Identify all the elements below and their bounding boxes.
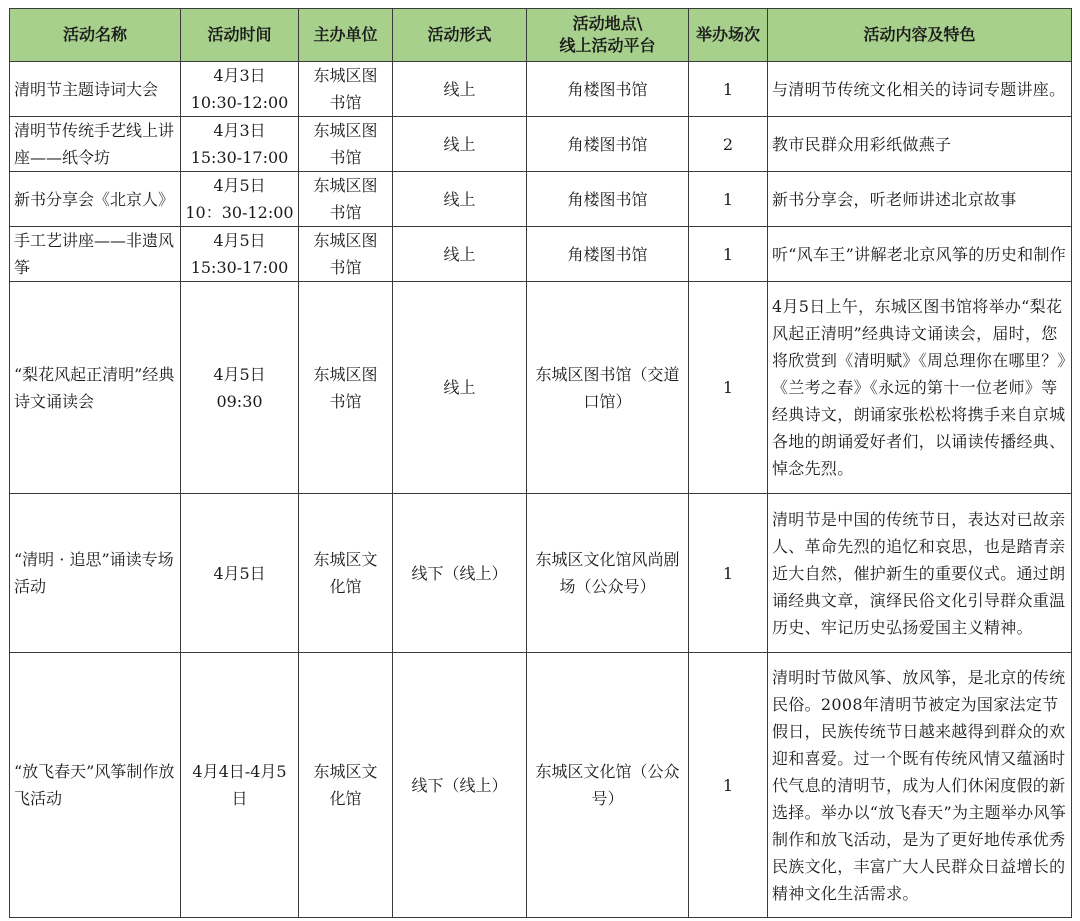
cell-content: 清明时节做风筝、放风筝，是北京的传统民俗。2008年清明节被定为国家法定节假日，民族传统节日越来越得到群众的欢迎和喜爱。过一个既有传统风情又蕴涵时代气息的清明节，成为人们休闲度假的新选择。举办以“放飞春天”为主题举办风筝制作和放飞活动，是为了更好地传承优秀民族文化，丰富广大人民群众日益增长的精神文化生活需求。	[768, 653, 1072, 918]
cell-name: 清明节传统手艺线上讲座——纸令坊	[10, 117, 181, 172]
cell-sessions: 1	[689, 494, 768, 653]
cell-organizer: 东城区图 书馆	[299, 117, 393, 172]
header-format: 活动形式	[393, 9, 527, 62]
header-organizer: 主办单位	[299, 9, 393, 62]
cell-time: 4月5日	[181, 494, 299, 653]
header-name: 活动名称	[10, 9, 181, 62]
header-location: 活动地点\ 线上活动平台	[527, 9, 689, 62]
cell-content: 4月5日上午，东城区图书馆将举办“梨花风起正清明”经典诗文诵读会，届时，您将欣赏到《清明赋》《周总理你在哪里？》《兰考之春》《永远的第十一位老师》等经典诗文，朗诵家张松松将携手来自京城各地的朗诵爱好者们，以诵读传播经典、悼念先烈。	[768, 282, 1072, 494]
cell-sessions: 1	[689, 172, 768, 227]
cell-name: “清明 · 追思”诵读专场活动	[10, 494, 181, 653]
cell-sessions: 1	[689, 653, 768, 918]
cell-time: 4月5日 15:30-17:00	[181, 227, 299, 282]
cell-name: “放飞春天”风筝制作放飞活动	[10, 653, 181, 918]
cell-format: 线上	[393, 282, 527, 494]
cell-time: 4月4日-4月5日	[181, 653, 299, 918]
cell-name: 清明节主题诗词大会	[10, 62, 181, 117]
cell-sessions: 1	[689, 62, 768, 117]
cell-location: 角楼图书馆	[527, 117, 689, 172]
cell-format: 线下（线上）	[393, 494, 527, 653]
cell-sessions: 2	[689, 117, 768, 172]
cell-name: 手工艺讲座——非遗风筝	[10, 227, 181, 282]
cell-content: 与清明节传统文化相关的诗词专题讲座。	[768, 62, 1072, 117]
cell-location: 东城区文化馆风尚剧场（公众号）	[527, 494, 689, 653]
table-row	[10, 227, 1072, 282]
cell-location: 东城区图书馆（交道口馆）	[527, 282, 689, 494]
activity-table	[9, 8, 1072, 918]
header-sessions: 举办场次	[689, 9, 768, 62]
cell-location: 角楼图书馆	[527, 62, 689, 117]
cell-time: 4月3日 10:30-12:00	[181, 62, 299, 117]
cell-format: 线下（线上）	[393, 653, 527, 918]
header-time: 活动时间	[181, 9, 299, 62]
cell-content: 清明节是中国的传统节日，表达对已故亲人、革命先烈的追忆和哀思，也是踏青亲近大自然，催护新生的重要仪式。通过朗诵经典文章，演绎民俗文化引导群众重温历史、牢记历史弘扬爱国主义精神。	[768, 494, 1072, 653]
cell-sessions: 1	[689, 282, 768, 494]
table-row	[10, 117, 1072, 172]
cell-name: “梨花风起正清明”经典诗文诵读会	[10, 282, 181, 494]
cell-content: 教市民群众用彩纸做燕子	[768, 117, 1072, 172]
cell-format: 线上	[393, 62, 527, 117]
cell-sessions: 1	[689, 227, 768, 282]
cell-organizer: 东城区图 书馆	[299, 227, 393, 282]
cell-time: 4月5日 09:30	[181, 282, 299, 494]
cell-location: 东城区文化馆（公众号）	[527, 653, 689, 918]
cell-content: 听“风车王”讲解老北京风筝的历史和制作	[768, 227, 1072, 282]
table-row	[10, 172, 1072, 227]
header-row	[10, 9, 1072, 62]
cell-format: 线上	[393, 117, 527, 172]
cell-location: 角楼图书馆	[527, 172, 689, 227]
cell-time: 4月3日 15:30-17:00	[181, 117, 299, 172]
cell-organizer: 东城区文 化馆	[299, 653, 393, 918]
cell-organizer: 东城区图 书馆	[299, 282, 393, 494]
cell-time: 4月5日 10：30-12:00	[181, 172, 299, 227]
header-content: 活动内容及特色	[768, 9, 1072, 62]
cell-organizer: 东城区图 书馆	[299, 172, 393, 227]
cell-organizer: 东城区文 化馆	[299, 494, 393, 653]
cell-format: 线上	[393, 172, 527, 227]
table-row	[10, 653, 1072, 918]
cell-content: 新书分享会，听老师讲述北京故事	[768, 172, 1072, 227]
cell-format: 线上	[393, 227, 527, 282]
table-row	[10, 494, 1072, 653]
cell-location: 角楼图书馆	[527, 227, 689, 282]
table-row	[10, 62, 1072, 117]
cell-organizer: 东城区图 书馆	[299, 62, 393, 117]
table-row	[10, 282, 1072, 494]
cell-name: 新书分享会《北京人》	[10, 172, 181, 227]
